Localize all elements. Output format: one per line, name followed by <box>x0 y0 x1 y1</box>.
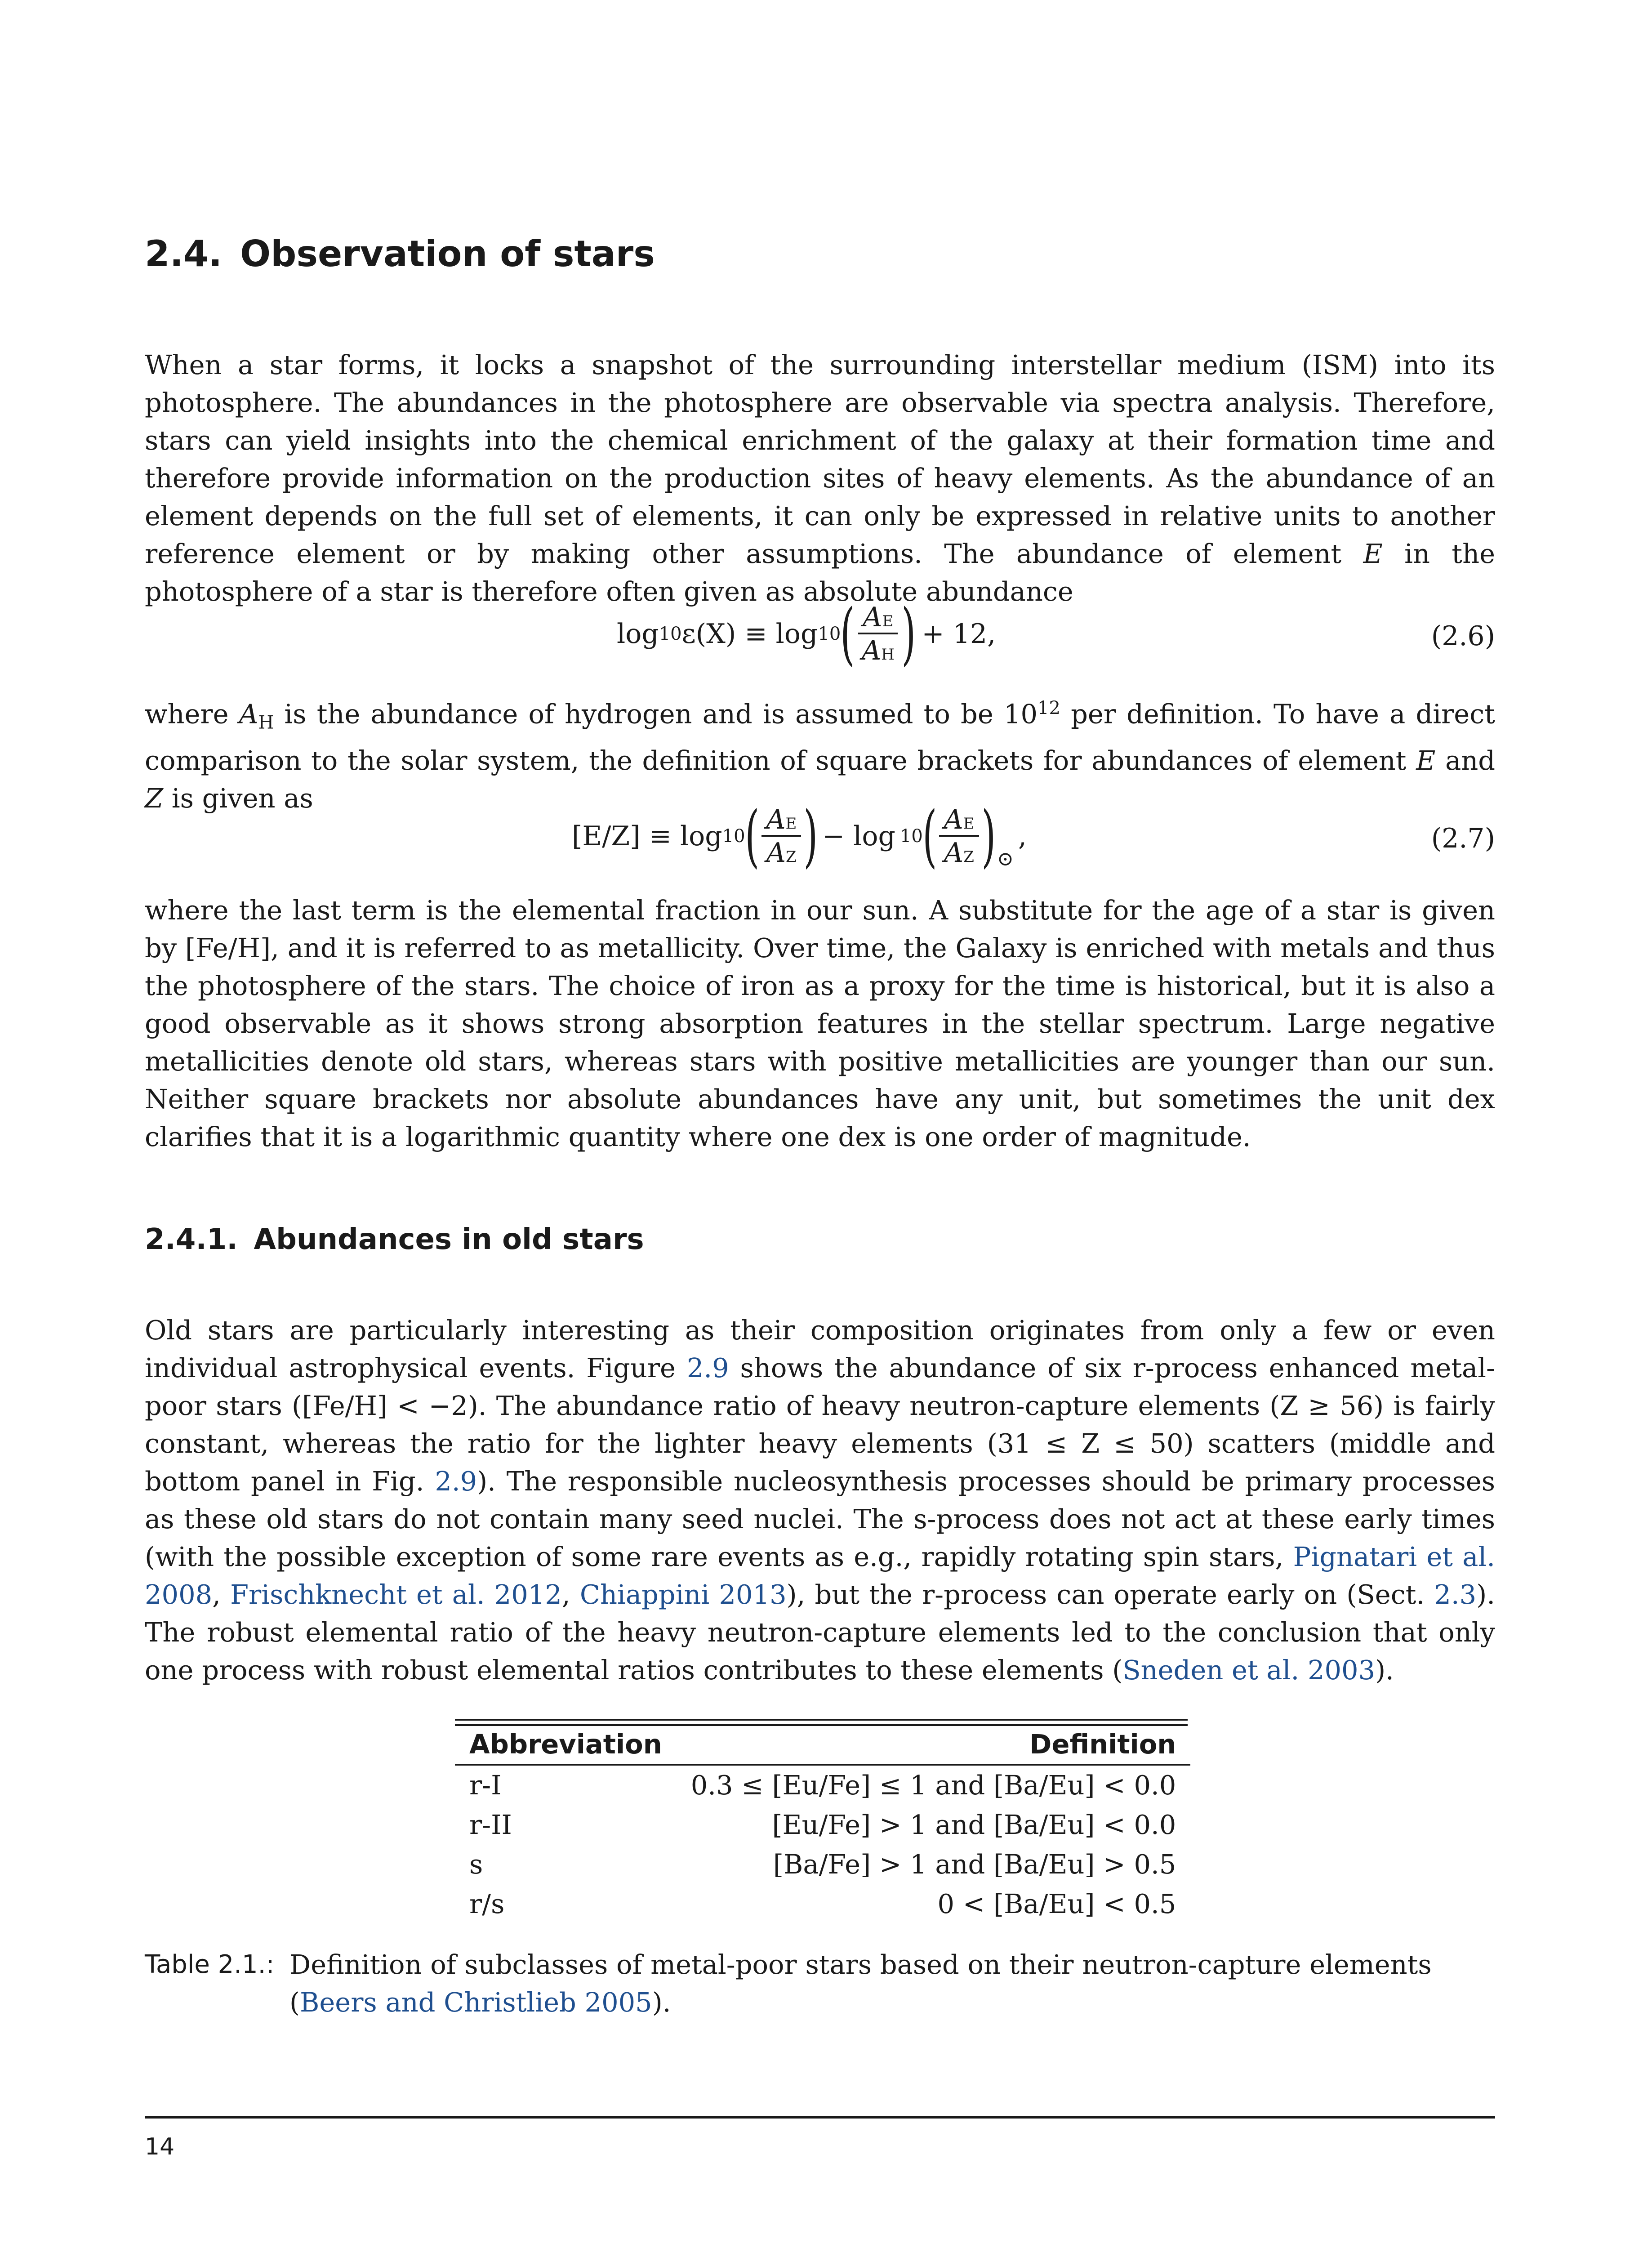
citation-link[interactable]: Beers and Christlieb 2005 <box>300 1987 652 2018</box>
page-number: 14 <box>145 2133 175 2160</box>
paragraph-hydrogen: where $A_H$ is the abundance of hydrogen and is assumed to be $10^{12}$ per definition. To have a direct comparison to the solar system, the definition of square brackets for abundances of element E and Z is given as <box>145 698 1496 814</box>
table-row: r/s 0 < [Ba/Eu] < 0.5 <box>469 1888 1176 1919</box>
citation-link[interactable]: Sneden et al. 2003 <box>1122 1655 1376 1686</box>
paragraph-metallicity: where the last term is the elemental fraction in our sun. A substitute for the age of a star is given by [Fe/H], and it is referred to as metallicity. Over time, the Galaxy is enriched with metals and thus the photosphere of the stars. The choice of iron as a proxy for the time is historical, but it is also a good observable as it shows strong absorption features in the stellar spectrum. Large negative metallicities denote old stars, whereas stars with positive metallicities are younger than our sun. Neither square brackets nor absolute abundances have any unit, but sometimes the unit dex clarifies that it is a logarithmic quantity where one dex is one order of magnitude. <box>145 895 1495 1152</box>
citation-link[interactable]: Chiappini 2013 <box>579 1579 787 1610</box>
subsection-number: 2.4.1. <box>145 1223 238 1256</box>
subsection-heading <box>145 1225 644 1254</box>
paragraph-intro: When a star forms, it locks a snapshot of the surrounding interstellar medium (ISM) into its photosphere. The abundances in the photosphere are observable via spectra analysis. Therefore, stars can yield insights into the chemical enrichment of the galaxy at their formation time and therefore provide information on the production sites of heavy elements. As the abundance of an element depends on the full set of elements, it can only be expressed in relative units to another reference element or by making other assumptions. The abundance of element E in the photosphere of a star is therefore often given as absolute abundance <box>145 349 1496 607</box>
caption-label: Table 2.1.: <box>145 1950 275 1979</box>
table-caption: Table 2.1.: Definition of subclasses of metal-poor stars based on their neutron-capture elements (Beers and Christlieb 2005). <box>145 1946 1495 2021</box>
table-header: Abbreviation <box>469 1729 662 1760</box>
citation-link[interactable]: Frischknecht et al. 2012 <box>230 1579 562 1610</box>
table-row: r-II [Eu/Fe] > 1 and [Ba/Eu] < 0.0 <box>469 1809 1176 1840</box>
section-number: 2.4. <box>145 233 223 275</box>
page <box>145 0 1495 2248</box>
section-title: Observation of stars <box>240 233 655 275</box>
citation-link[interactable]: Pignatari et al. 2008 <box>145 1541 1496 1610</box>
sun-symbol: ⊙ <box>997 847 1014 870</box>
table-row: r-I 0.3 ≤ [Eu/Fe] ≤ 1 and [Ba/Eu] < 0.0 <box>469 1770 1176 1801</box>
section-link[interactable]: 2.3 <box>1434 1579 1477 1610</box>
equation-number: (2.6) <box>1431 620 1495 652</box>
subsection-title: Abundances in old stars <box>254 1223 644 1256</box>
paragraph-old-stars: Old stars are particularly interesting as their composition originates from only a few or even individual astrophysical events. Figure 2.9 shows the abundance of six r-process enhanced metal-poor stars ([Fe/H] < −2). The abundance ratio of heavy neutron-capture elements (Z ≥ 56) is fairly constant, whereas the ratio for the lighter heavy elements (31 ≤ Z ≤ 50) scatters (middle and bottom panel in Fig. 2.9). The responsible nucleosynthesis processes should be primary processes as these old stars do not contain many seed nuclei. The s-process does not act at these early times (with the possible exception of some rare events as e.g., rapidly rotating spin stars, Pignatari et al. 2008, Frischknecht et al. 2012, Chiappini 2013), but the r-process can operate early on (Sect. 2.3). The robust elemental ratio of the heavy neutron-capture elements led to the conclusion that only one process with robust elemental ratios contributes to these elements (Sneden et al. 2003). <box>145 1315 1496 1686</box>
figure-link[interactable]: 2.9 <box>435 1466 477 1497</box>
equation-2-7: [E/Z] ≡ log 10 ( $\frac{AE}{AZ}$ ) − log 10 ( $\frac{AE}{AZ}$ ) ⊙ , (2.7) <box>572 797 1495 875</box>
figure-link[interactable]: 2.9 <box>686 1352 729 1383</box>
subclass-table <box>455 1719 1188 1924</box>
section-heading <box>145 233 655 275</box>
table-header: Definition <box>1029 1729 1176 1760</box>
equation-number: (2.7) <box>1431 823 1495 854</box>
equation-2-6: log 10 ε(X) ≡ log 10 ( $\frac{AE}{AH}$ ) + 12, (2.6) <box>617 595 1495 673</box>
footer-divider <box>145 2116 1495 2119</box>
table-row: s [Ba/Fe] > 1 and [Ba/Eu] > 0.5 <box>469 1849 1176 1880</box>
